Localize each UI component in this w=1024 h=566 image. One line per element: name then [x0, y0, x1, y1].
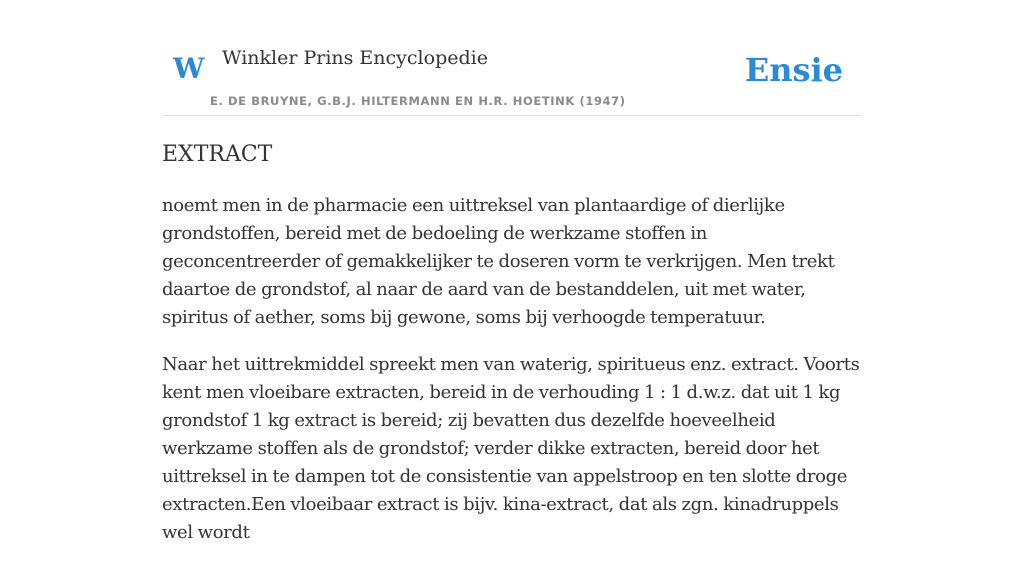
ensie-logo[interactable]: Ensie	[744, 51, 843, 89]
article-paragraph: noemt men in de pharmacie een uittreksel van plantaardige of dierlijke grondstoffen, bereid met de bedoeling de werkzame stoffen in geconcentreerder of gemakkelijker te doseren vorm te verkrijgen. Men trekt daartoe de grondstof, al naar de aard van de bestanddelen, uit met water, spiritus of aether, soms bij gewone, soms bij verhoogde temperatuur.	[162, 195, 835, 328]
winkler-prins-logo[interactable]: W	[173, 52, 205, 85]
page	[162, 0, 862, 543]
article-body	[162, 192, 862, 566]
encyclopedia-title[interactable]: Winkler Prins Encyclopedie	[222, 47, 488, 69]
article-paragraph: Naar het uittrekmiddel spreekt men van waterig, spiritueus enz. extract. Voorts kent men vloeibare extracten, bereid in de verhouding 1 : 1 d.w.z. dat uit 1 kg grondstof 1 kg extract is bereid; zij bevatten dus dezelfde hoeveelheid werkzame stoffen als de grondstof; verder dikke extracten, bereid door het uittreksel in te dampen tot de consistentie van appelstroop en ten slotte droge extracten.Een vloeibaar extract is bijv. kina-extract, dat als zgn. kinadruppels wel wordt	[162, 354, 860, 543]
entry-title: EXTRACT	[162, 142, 273, 167]
authors-line: E. DE BRUYNE, G.B.J. HILTERMANN EN H.R. HOETINK (1947)	[210, 94, 626, 108]
header	[162, 0, 862, 116]
